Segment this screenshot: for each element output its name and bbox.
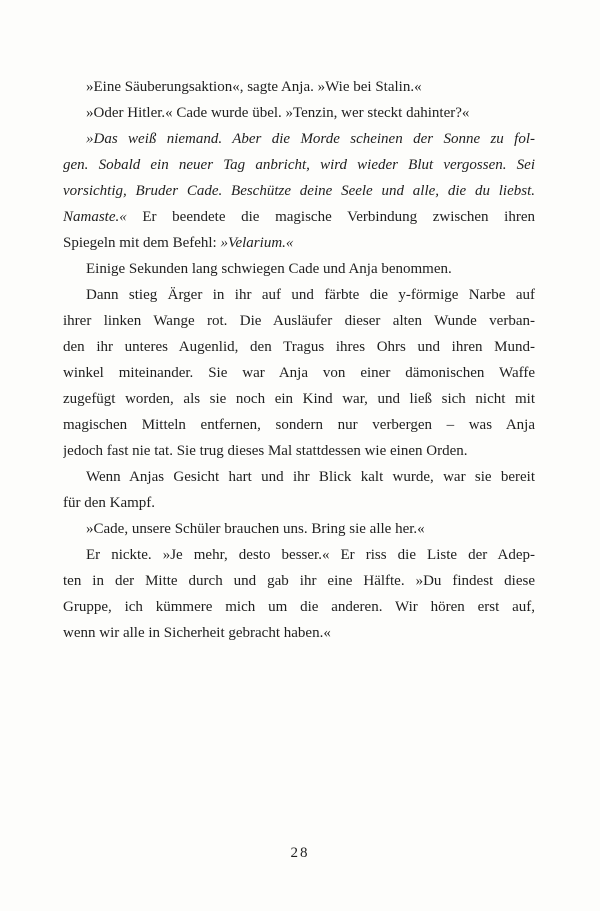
text-line — [63, 386, 535, 412]
text-segment: ten in der Mitte durch und gab ihr eine Hälfte. »Du findest diese — [63, 573, 535, 589]
text-line — [63, 126, 535, 152]
text-segment: zugefügt worden, als sie noch ein Kind war, und ließ sich nicht mit — [63, 391, 535, 407]
text-line — [63, 568, 535, 594]
text-segment: wenn wir alle in Sicherheit gebracht haben.« — [63, 625, 331, 641]
text-segment: Einige Sekunden lang schwiegen Cade und Anja benommen. — [86, 261, 452, 277]
text-line — [63, 282, 535, 308]
italic-text-segment: vorsichtig, Bruder Cade. Beschütze deine Seele und alle, die du liebst. — [63, 183, 535, 199]
text-segment: Er nickte. »Je mehr, desto besser.« Er riss die Liste der Adep- — [86, 547, 535, 563]
page-number: 28 — [290, 845, 310, 861]
italic-text-segment: »Das weiß niemand. Aber die Morde scheinen der Sonne zu fol- — [86, 131, 535, 147]
text-line — [63, 542, 535, 568]
italic-text-segment: gen. Sobald ein neuer Tag anbricht, wird wieder Blut vergossen. Sei — [63, 157, 535, 173]
text-line — [63, 100, 535, 126]
text-segment: Dann stieg Ärger in ihr auf und färbte die y-förmige Narbe auf — [86, 287, 535, 303]
text-line — [63, 178, 535, 204]
text-line — [63, 620, 535, 646]
text-segment: »Eine Säuberungsaktion«, sagte Anja. »Wie bei Stalin.« — [86, 79, 422, 95]
text-line — [63, 256, 535, 282]
text-line — [63, 230, 535, 256]
text-line — [63, 490, 535, 516]
text-segment: Er beendete die magische Verbindung zwischen ihren — [126, 209, 535, 225]
text-line — [63, 594, 535, 620]
text-line — [63, 74, 535, 100]
text-segment: »Oder Hitler.« Cade wurde übel. »Tenzin, wer steckt dahinter?« — [86, 105, 470, 121]
text-segment: Spiegeln mit dem Befehl: — [63, 235, 221, 251]
text-line — [63, 438, 535, 464]
text-line — [63, 152, 535, 178]
text-segment: für den Kampf. — [63, 495, 156, 511]
text-line — [63, 308, 535, 334]
text-segment: Wenn Anjas Gesicht hart und ihr Blick kalt wurde, war sie bereit — [86, 469, 535, 485]
text-segment: winkel miteinander. Sie war Anja von einer dämonischen Waffe — [63, 365, 535, 381]
body-text — [63, 74, 535, 646]
text-line — [63, 360, 535, 386]
text-segment: jedoch fast nie tat. Sie trug dieses Mal stattdessen wie einen Orden. — [63, 443, 468, 459]
text-segment: magischen Mitteln entfernen, sondern nur verbergen – was Anja — [63, 417, 535, 433]
italic-text-segment: Namaste.« — [63, 209, 127, 225]
text-line — [63, 516, 535, 542]
text-line — [63, 412, 535, 438]
text-segment: ihrer linken Wange rot. Die Ausläufer dieser alten Wunde verban- — [63, 313, 535, 329]
text-line — [63, 334, 535, 360]
italic-text-segment: »Velarium.« — [220, 235, 294, 251]
text-segment: Gruppe, ich kümmere mich um die anderen. Wir hören erst auf, — [63, 599, 535, 615]
text-segment: den ihr unteres Augenlid, den Tragus ihres Ohrs und ihren Mund- — [63, 339, 535, 355]
text-line — [63, 464, 535, 490]
text-line — [63, 204, 535, 230]
text-segment: »Cade, unsere Schüler brauchen uns. Bring sie alle her.« — [86, 521, 425, 537]
